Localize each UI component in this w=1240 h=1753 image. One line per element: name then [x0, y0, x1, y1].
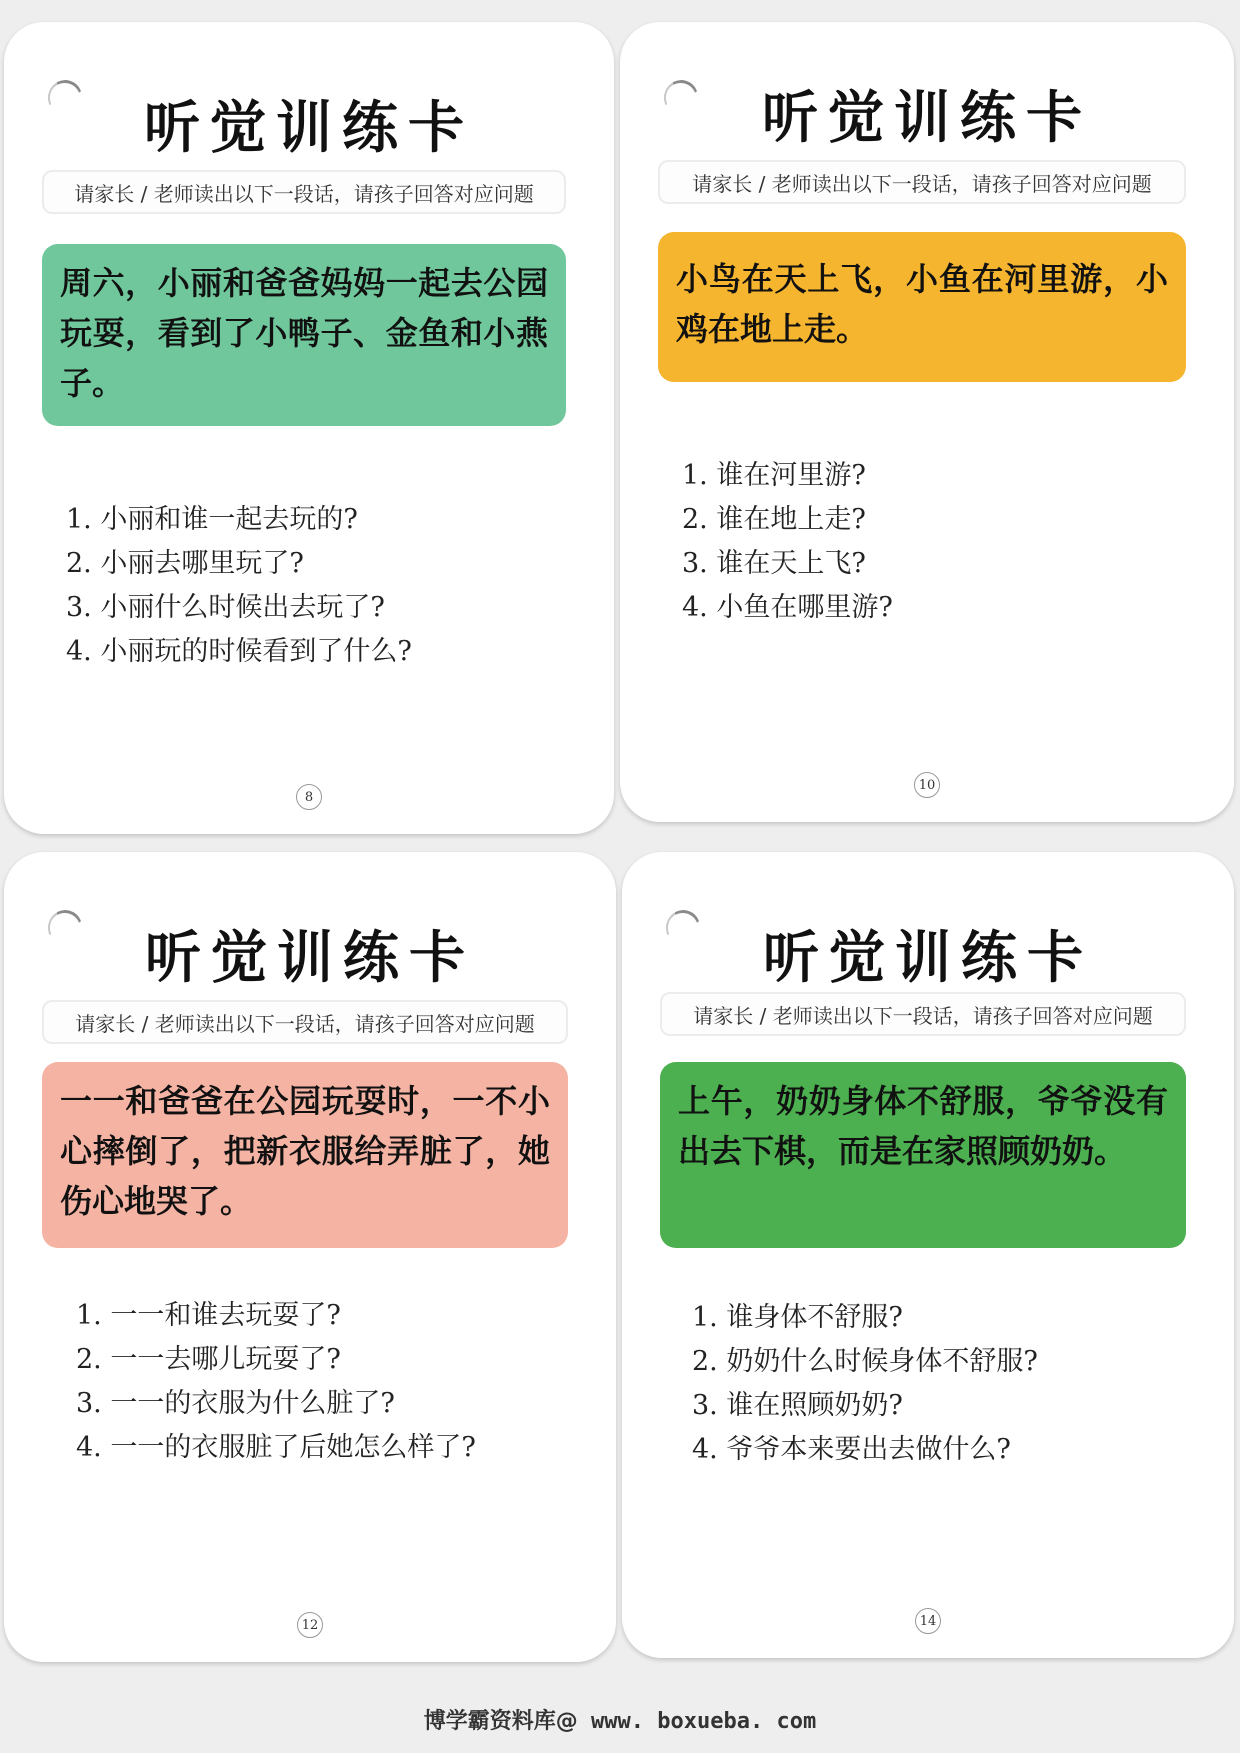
question-item: 4. 爷爷本来要出去做什么? [692, 1434, 1011, 1465]
question-item: 1. 谁在河里游? [682, 460, 866, 491]
watermark-footer [0, 1704, 1240, 1735]
page-number: 12 [297, 1612, 323, 1638]
question-item: 3. 小丽什么时候出去玩了? [66, 592, 385, 623]
instruction-banner: 请家长 / 老师读出以下一段话，请孩子回答对应问题 [658, 160, 1186, 204]
passage-box: 小鸟在天上飞，小鱼在河里游，小鸡在地上走。 [658, 232, 1186, 382]
passage-box: 一一和爸爸在公园玩耍时，一不小心摔倒了，把新衣服给弄脏了，她伤心地哭了。 [42, 1062, 568, 1248]
passage-box: 周六，小丽和爸爸妈妈一起去公园玩耍，看到了小鸭子、金鱼和小燕子。 [42, 244, 566, 426]
question-item: 4. 小丽玩的时候看到了什么? [66, 636, 412, 667]
listening-card-2 [620, 22, 1234, 822]
card-title: 听觉训练卡 [144, 95, 474, 161]
page-number: 14 [915, 1608, 941, 1634]
instruction-banner: 请家长 / 老师读出以下一段话，请孩子回答对应问题 [42, 1000, 568, 1044]
question-item: 3. 谁在天上飞? [682, 548, 866, 579]
listening-card-3 [4, 852, 616, 1662]
card-title: 听觉训练卡 [145, 925, 475, 991]
question-item: 3. 谁在照顾奶奶? [692, 1390, 903, 1421]
question-list [692, 1296, 1204, 1472]
question-item: 2. 一一去哪儿玩耍了? [76, 1344, 341, 1375]
question-list [66, 498, 584, 674]
question-item: 4. 小鱼在哪里游? [682, 592, 893, 623]
instruction-banner: 请家长 / 老师读出以下一段话，请孩子回答对应问题 [660, 992, 1186, 1036]
instruction-banner: 请家长 / 老师读出以下一段话，请孩子回答对应问题 [42, 170, 566, 214]
question-item: 2. 奶奶什么时候身体不舒服? [692, 1346, 1038, 1377]
card-title: 听觉训练卡 [763, 925, 1093, 991]
question-item: 1. 谁身体不舒服? [692, 1302, 903, 1333]
card-title: 听觉训练卡 [762, 85, 1092, 151]
question-list [682, 454, 1204, 630]
question-item: 2. 谁在地上走? [682, 504, 866, 535]
question-item: 1. 一一和谁去玩耍了? [76, 1300, 341, 1331]
passage-box: 上午，奶奶身体不舒服，爷爷没有出去下棋，而是在家照顾奶奶。 [660, 1062, 1186, 1248]
question-item: 2. 小丽去哪里玩了? [66, 548, 304, 579]
page-number: 8 [296, 784, 322, 810]
page-number: 10 [914, 772, 940, 798]
question-item: 1. 小丽和谁一起去玩的? [66, 504, 358, 535]
question-list [76, 1294, 586, 1470]
question-item: 3. 一一的衣服为什么脏了? [76, 1388, 395, 1419]
listening-card-1 [4, 22, 614, 834]
footer-prefix: 博学霸资料库@ [423, 1709, 578, 1734]
listening-card-4 [622, 852, 1234, 1658]
footer-url: www. boxueba. com [577, 1709, 817, 1734]
question-item: 4. 一一的衣服脏了后她怎么样了? [76, 1432, 476, 1463]
